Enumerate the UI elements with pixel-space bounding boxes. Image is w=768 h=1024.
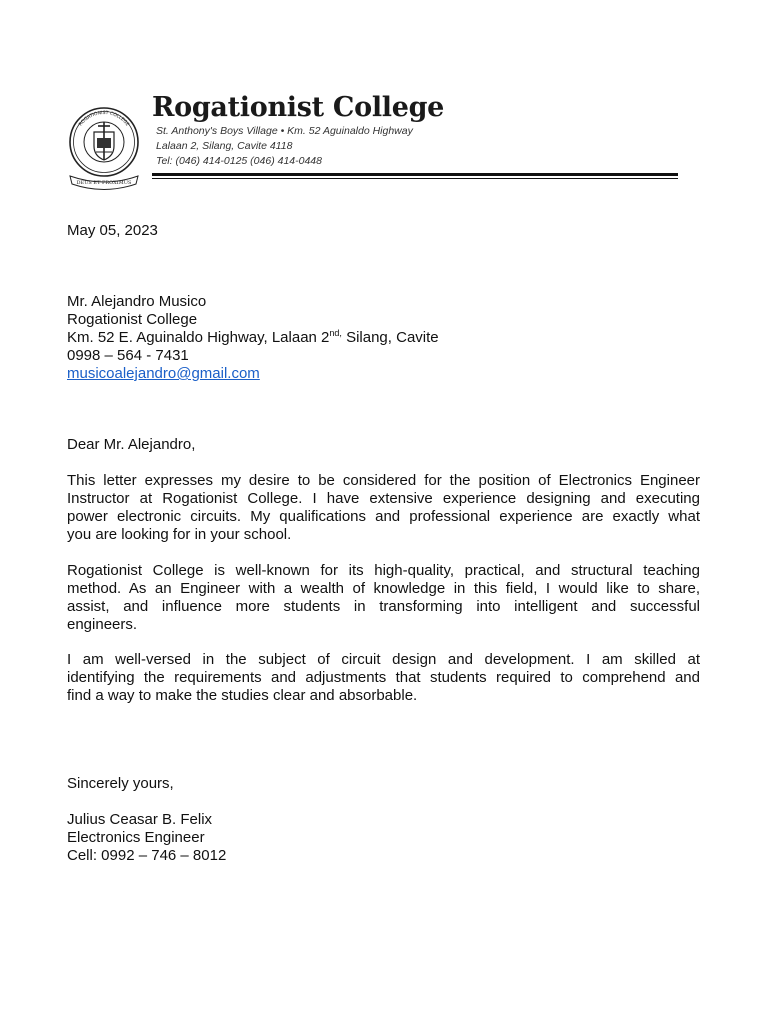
svg-text:DEUS ET PROXIMUS: DEUS ET PROXIMUS bbox=[76, 180, 132, 186]
body-paragraph-3: I am well-versed in the subject of circuit design and development. I am skilled at identifying the requirements and adjustments that students required to comprehend and find a way to make the studies clear and absorbable. bbox=[67, 651, 700, 704]
letterhead-phones: Tel: (046) 414-0125 (046) 414-0448 bbox=[156, 155, 322, 167]
letterhead-divider-thick bbox=[152, 173, 678, 176]
letterhead-divider-thin bbox=[152, 178, 678, 179]
body-paragraph-1: This letter expresses my desire to be considered for the position of Electronics Engineer Instructor at Rogationist College. I have extensive experience designing and executing power electronic circuits. My qualifications and professional experience are exactly what you are looking for in your school. bbox=[67, 472, 700, 543]
letter-date: May 05, 2023 bbox=[67, 222, 158, 239]
college-seal-logo bbox=[66, 96, 142, 192]
svg-text:ROGATIONIST COLLEGE: ROGATIONIST COLLEGE bbox=[78, 110, 130, 128]
salutation: Dear Mr. Alejandro, bbox=[67, 436, 196, 453]
letterhead-address-line2: Lalaan 2, Silang, Cavite 4118 bbox=[156, 140, 293, 152]
letterhead bbox=[66, 88, 678, 188]
college-name: Rogationist College bbox=[152, 92, 445, 123]
recipient-address: Km. 52 E. Aguinaldo Highway, Lalaan $2^{nd,}$ Silang, Cavite bbox=[67, 328, 439, 346]
recipient-name: Mr. Alejandro Musico bbox=[67, 293, 207, 310]
signature-block bbox=[67, 811, 700, 865]
signature-title: Electronics Engineer bbox=[67, 829, 205, 846]
body-paragraph-2: Rogationist College is well-known for its high-quality, practical, and structural teaching method. As an Engineer with a wealth of knowledge in this field, I would like to share, assist, and influence more students in transforming into intelligent and successful engineers. bbox=[67, 562, 700, 633]
recipient-email-link[interactable]: musicoalejandro@gmail.com bbox=[67, 365, 260, 382]
recipient-block bbox=[67, 293, 700, 383]
recipient-institution: Rogationist College bbox=[67, 311, 198, 328]
signature-cell: Cell: 0992 – 746 – 8012 bbox=[67, 847, 227, 864]
letterhead-address-line1: St. Anthony's Boys Village • Km. 52 Aguinaldo Highway bbox=[156, 125, 413, 137]
closing: Sincerely yours, bbox=[67, 775, 174, 792]
signature-name: Julius Ceasar B. Felix bbox=[67, 811, 213, 828]
recipient-phone: 0998 – 564 - 7431 bbox=[67, 347, 189, 364]
